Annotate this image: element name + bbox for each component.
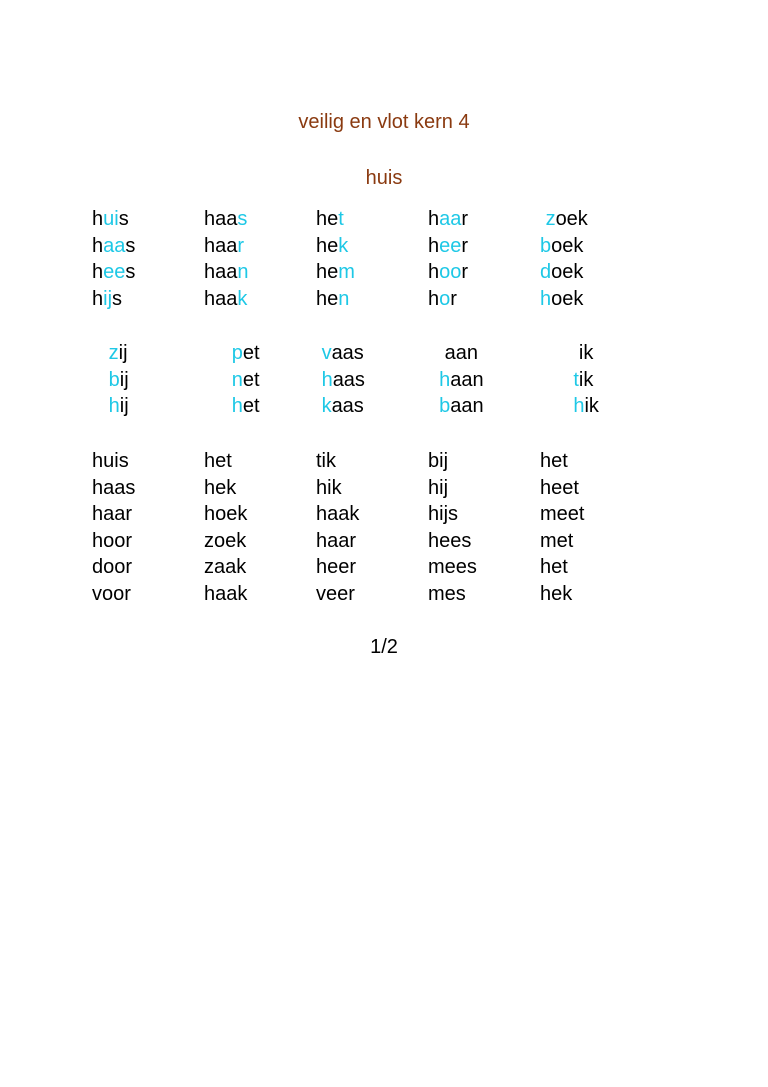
word-cell: door (92, 556, 133, 579)
word-row (92, 206, 652, 233)
highlighted-letters: t (573, 368, 579, 391)
page-title: veilig en vlot kern 4 (298, 111, 470, 133)
highlighted-letters: oo (439, 261, 462, 284)
highlighted-letters: ee (103, 261, 126, 284)
highlighted-letters: k (237, 287, 248, 310)
word-cell (316, 259, 428, 286)
word-part: aas (332, 368, 365, 391)
word-cell (540, 340, 652, 367)
word-row (92, 233, 652, 260)
word-part (540, 395, 573, 417)
word-cell (92, 367, 204, 394)
highlighted-letters: p (231, 342, 243, 364)
word-row (92, 286, 652, 313)
word-grid-highlighted (92, 206, 652, 312)
highlighted-letters: v (321, 342, 332, 364)
word-part: he (316, 261, 339, 284)
word-cell: veer (316, 582, 355, 605)
word-row (92, 393, 652, 420)
word-row (92, 528, 652, 555)
word-part: aas (331, 395, 364, 418)
highlighted-letters: h (231, 395, 243, 418)
word-part (92, 342, 109, 364)
highlighted-letters: b (108, 368, 120, 391)
highlighted-letters: r (237, 234, 245, 257)
word-cell: hoek (204, 503, 248, 526)
word-cell (316, 233, 428, 260)
word-part: he (316, 287, 339, 310)
word-part: aan (444, 342, 479, 364)
word-cell (316, 340, 428, 367)
word-cell: heer (316, 556, 357, 579)
word-part: h (92, 261, 104, 284)
highlighted-letters: h (321, 368, 333, 391)
word-part: ik (578, 368, 594, 391)
word-cell (204, 367, 316, 394)
word-part: ik (578, 342, 594, 364)
word-part: oek (555, 208, 588, 230)
word-cell (540, 259, 652, 286)
word-cell (540, 233, 652, 260)
word-part: ij (119, 368, 129, 391)
word-cell: huis (92, 450, 129, 472)
word-part: s (125, 234, 136, 257)
word-cell: zoek (204, 529, 247, 552)
word-row (92, 475, 652, 502)
word-row (92, 259, 652, 286)
word-part (204, 342, 232, 364)
word-row (92, 340, 652, 367)
word-part (204, 395, 232, 417)
word-cell (92, 340, 204, 367)
highlighted-letters: ui (103, 208, 119, 230)
word-cell: haar (316, 529, 357, 552)
word-cell (92, 259, 204, 286)
highlighted-letters: n (231, 368, 243, 391)
highlighted-letters: o (439, 287, 451, 310)
word-part (540, 369, 573, 391)
word-part: ik (584, 395, 599, 418)
highlighted-letters: t (338, 208, 344, 230)
word-cell (540, 206, 652, 233)
word-cell: haas (92, 476, 136, 499)
word-cell (540, 393, 652, 420)
word-part (92, 369, 109, 391)
word-cell (428, 259, 540, 286)
highlighted-letters: k (338, 234, 349, 257)
highlighted-letters: ee (439, 234, 462, 257)
word-part: ij (118, 342, 128, 364)
highlighted-letters: k (321, 395, 332, 418)
word-cell: hek (540, 582, 573, 605)
word-part: oek (551, 287, 584, 310)
word-part: r (461, 261, 469, 284)
word-part: s (118, 208, 129, 230)
word-row (92, 581, 652, 608)
word-cell (204, 206, 316, 233)
word-part: h (92, 208, 104, 230)
word-part: h (428, 287, 440, 310)
highlighted-letters: n (338, 287, 350, 310)
word-part (428, 395, 439, 417)
word-cell (204, 286, 316, 313)
word-cell: hoor (92, 529, 133, 552)
highlighted-letters: d (540, 261, 552, 284)
word-part: aas (331, 342, 364, 364)
highlighted-letters: z (545, 208, 556, 230)
word-part: r (461, 234, 469, 257)
word-cell (92, 286, 204, 313)
word-row (92, 448, 652, 475)
word-row (92, 501, 652, 528)
highlighted-letters: ij (103, 287, 113, 310)
word-part (428, 342, 445, 364)
word-cell: tik (316, 450, 336, 472)
word-part: he (316, 208, 339, 230)
word-cell: bij (428, 450, 449, 472)
word-part: r (450, 287, 457, 310)
word-cell (316, 393, 428, 420)
word-cell: mes (428, 582, 466, 605)
word-part: h (428, 261, 440, 284)
word-part: s (125, 261, 136, 284)
page-indicator: 1/2 (370, 636, 398, 658)
word-part: haa (204, 261, 238, 284)
word-cell (204, 340, 316, 367)
word-part: aan (450, 368, 484, 391)
word-cell (92, 393, 204, 420)
word-cell: zaak (204, 556, 247, 579)
word-part: h (92, 287, 104, 310)
word-cell (92, 206, 204, 233)
word-part: et (242, 368, 260, 391)
word-row (92, 367, 652, 394)
word-cell (204, 393, 316, 420)
word-cell: meet (540, 503, 585, 526)
word-cell: hek (204, 476, 237, 499)
word-cell: met (540, 529, 574, 552)
word-grid-plain (92, 448, 652, 608)
word-cell (428, 206, 540, 233)
highlighted-letters: z (108, 342, 119, 364)
word-part: haa (204, 287, 238, 310)
word-cell (204, 259, 316, 286)
word-part: et (242, 342, 260, 364)
word-cell (316, 286, 428, 313)
word-part: aan (450, 395, 484, 418)
highlighted-letters: aa (439, 208, 462, 230)
word-part: oek (551, 261, 584, 284)
word-cell: haak (204, 582, 248, 605)
word-part: et (242, 395, 260, 418)
word-cell (316, 367, 428, 394)
highlighted-letters: h (573, 395, 585, 418)
word-cell: hij (428, 476, 449, 499)
word-cell (428, 340, 540, 367)
highlighted-letters: aa (103, 234, 126, 257)
word-cell: het (204, 450, 232, 472)
word-part: oek (551, 234, 584, 257)
highlighted-letters: b (439, 395, 451, 418)
highlighted-letters: s (237, 208, 248, 230)
word-part (204, 369, 232, 391)
word-part: he (316, 234, 339, 257)
highlighted-letters: h (540, 287, 552, 310)
word-cell (428, 286, 540, 313)
word-part: haa (204, 208, 238, 230)
word-cell (540, 286, 652, 313)
word-cell (428, 233, 540, 260)
word-cell (428, 393, 540, 420)
word-cell: hijs (428, 503, 459, 526)
word-cell: het (540, 556, 568, 579)
highlighted-letters: b (540, 234, 552, 257)
word-cell: haak (316, 503, 360, 526)
highlighted-letters: h (439, 368, 451, 391)
highlighted-letters: h (108, 395, 120, 418)
word-part: s (112, 287, 123, 310)
word-grid-initial-letters (92, 340, 652, 420)
page-subtitle: huis (365, 167, 403, 189)
word-part (540, 342, 579, 364)
word-cell (316, 206, 428, 233)
word-part: h (428, 208, 440, 230)
word-cell (204, 233, 316, 260)
word-cell: voor (92, 582, 131, 605)
word-part: r (461, 208, 469, 230)
word-cell: heet (540, 476, 579, 499)
highlighted-letters: n (237, 261, 249, 284)
word-part (428, 369, 439, 391)
word-part: h (428, 234, 440, 257)
word-cell: hik (316, 476, 342, 499)
word-cell: haar (92, 503, 133, 526)
word-cell (92, 233, 204, 260)
word-cell: mees (428, 556, 477, 579)
word-part: ij (119, 395, 129, 418)
word-cell (540, 367, 652, 394)
word-row (92, 554, 652, 581)
word-cell (428, 367, 540, 394)
word-part: haa (204, 234, 238, 257)
word-cell: het (540, 450, 568, 472)
word-cell: hees (428, 529, 472, 552)
word-part: h (92, 234, 104, 257)
highlighted-letters: m (338, 261, 355, 284)
word-part (92, 395, 109, 417)
